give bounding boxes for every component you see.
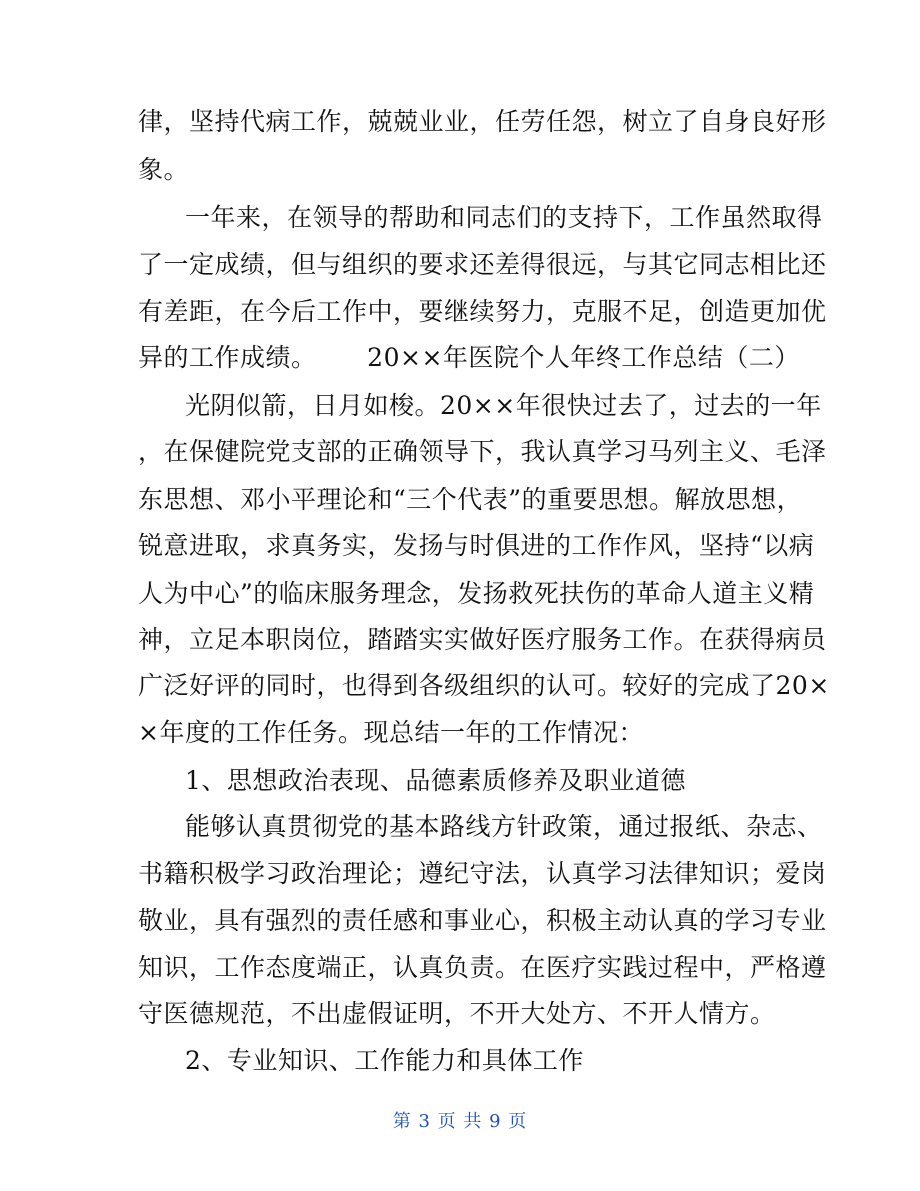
paragraph-line: 有差距，在今后工作中，要继续努力，克服不足，创造更加优 bbox=[138, 297, 827, 326]
paragraph-line: 律，坚持代病工作，兢兢业业，任劳任怨，树立了自身良好形 bbox=[138, 107, 827, 136]
section-heading: 2、专业知识、工作能力和具体工作 bbox=[185, 1046, 584, 1075]
paragraph-line: 神，立足本职岗位，踏踏实实做好医疗服务工作。在获得病员 bbox=[138, 625, 827, 654]
paragraph-line: 敬业，具有强烈的责任感和事业心，积极主动认真的学习专业 bbox=[138, 906, 827, 935]
paragraph-line: ，在保健院党支部的正确领导下，我认真学习马列主义、毛泽 bbox=[138, 437, 827, 466]
paragraph-line: 了一定成绩，但与组织的要求还差得很远，与其它同志相比还 bbox=[138, 250, 827, 279]
paragraph-line: 光阴似箭，日月如梭。20××年很快过去了，过去的一年 bbox=[185, 391, 822, 420]
section-heading: 1、思想政治表现、品德素质修养及职业道德 bbox=[185, 766, 686, 795]
paragraph-line: 守医德规范，不出虚假证明，不开大处方、不开人情方。 bbox=[138, 999, 776, 1028]
paragraph-line: 一年来，在领导的帮助和同志们的支持下，工作虽然取得 bbox=[185, 203, 823, 232]
paragraph-line: 知识，工作态度端正，认真负责。在医疗实践过程中，严格遵 bbox=[138, 953, 827, 982]
paragraph-line: 锐意进取，求真务实，发扬与时俱进的工作作风，坚持“以病 bbox=[138, 531, 815, 560]
paragraph-line: 书籍积极学习政治理论；遵纪守法，认真学习法律知识；爱岗 bbox=[138, 859, 827, 888]
paragraph-line: 象。 bbox=[138, 155, 190, 184]
paragraph-line: 人为中心”的临床服务理念，发扬救死扶伤的革命人道主义精 bbox=[138, 579, 815, 608]
paragraph-line: 异的工作成绩。 20××年医院个人年终工作总结（二） bbox=[138, 343, 800, 372]
paragraph-line: 广泛好评的同时，也得到各级组织的认可。较好的完成了20× bbox=[138, 671, 830, 700]
paragraph-line: 能够认真贯彻党的基本路线方针政策，通过报纸、杂志、 bbox=[185, 812, 823, 841]
paragraph-line: 东思想、邓小平理论和“三个代表”的重要思想。解放思想， bbox=[138, 485, 803, 514]
paragraph-line: ×年度的工作任务。现总结一年的工作情况： bbox=[138, 718, 644, 747]
page-number-footer: 第 3 页 共 9 页 bbox=[392, 1111, 528, 1132]
